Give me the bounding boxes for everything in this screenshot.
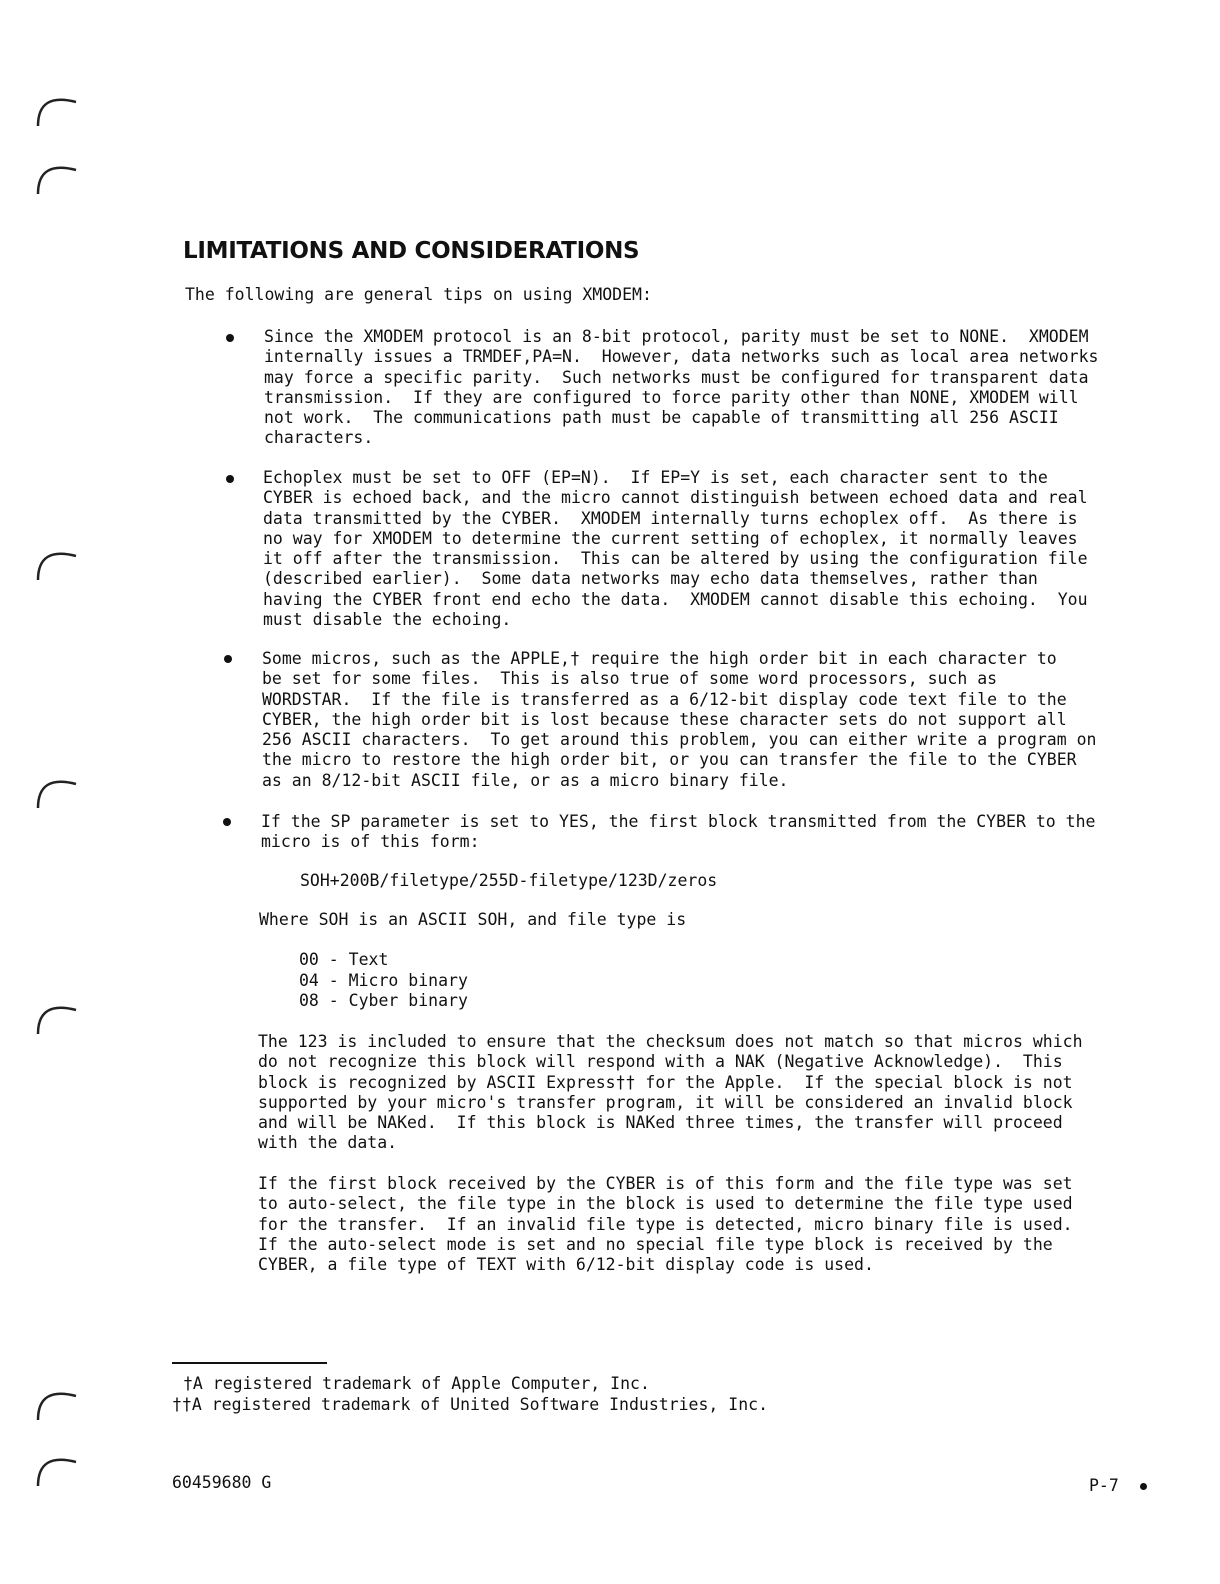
footnote-usi: ††A registered trademark of United Software Industries, Inc. xyxy=(172,1395,769,1414)
where-line: Where SOH is an ASCII SOH, and file type is xyxy=(259,910,687,929)
file-type-text: 00 - Text xyxy=(299,950,389,969)
page-end-dot xyxy=(1140,1483,1147,1490)
file-type-micro-binary: 04 - Micro binary xyxy=(299,971,468,990)
section-heading: LIMITATIONS AND CONSIDERATIONS xyxy=(183,238,640,264)
footnote-apple: †A registered trademark of Apple Computer, Inc. xyxy=(183,1374,650,1393)
bullet-marker xyxy=(226,475,234,483)
block-format-line: SOH+200B/filetype/255D-filetype/123D/zeros xyxy=(300,871,718,890)
punch-hole-mark xyxy=(30,154,78,202)
punch-hole-mark xyxy=(30,994,78,1042)
checksum-paragraph: The 123 is included to ensure that the checksum does not match so that micros which do not recognize this block will respond with a NAK (Negative Acknowledge). This block is recognized by ASCII Express†† for the Apple. If the special block is not supported by your micro's transfer program, it will be considered an invalid block and will be NAKed. If this block is NAKed three times, the transfer will proceed with the data. xyxy=(258,1032,1083,1153)
bullet-echoplex: Echoplex must be set to OFF (EP=N). If EP=Y is set, each character sent to the CYBER is echoed back, and the micro cannot distinguish between echoed data and real data transmitted by the CYBER. XMODEM internally turns echoplex off. As there is no way for XMODEM to determine the current setting of echoplex, it normally leaves it off after the transmission. This can be altered by using the configuration file (described earlier). Some data networks may echo data themselves, rather than having the CYBER front end echo the data. XMODEM cannot disable this echoing. You must disable the echoing. xyxy=(263,468,1088,630)
punch-hole-mark xyxy=(30,1446,78,1494)
punch-hole-mark xyxy=(30,1380,78,1428)
punch-hole-mark xyxy=(30,86,78,134)
footnote-rule xyxy=(172,1362,327,1364)
punch-hole-mark xyxy=(30,768,78,816)
bullet-marker xyxy=(226,334,234,342)
punch-hole-mark xyxy=(30,540,78,588)
file-type-cyber-binary: 08 - Cyber binary xyxy=(299,991,468,1010)
intro-text: The following are general tips on using XMODEM: xyxy=(185,285,652,304)
page-number: P-7 xyxy=(1089,1476,1119,1495)
bullet-parity: Since the XMODEM protocol is an 8-bit protocol, parity must be set to NONE. XMODEM internally issues a TRMDEF,PA=N. However, data networks such as local area networks may force a specific parity. Such networks must be configured for transparent data transmission. If they are configured to force parity other than NONE, XMODEM will not work. The communications path must be capable of transmitting all 256 ASCII characters. xyxy=(264,327,1099,448)
document-number: 60459680 G xyxy=(172,1473,272,1492)
bullet-marker xyxy=(223,818,231,826)
bullet-sp-parameter: If the SP parameter is set to YES, the first block transmitted from the CYBER to the micro is of this form: xyxy=(261,812,1096,852)
bullet-high-order-bit: Some micros, such as the APPLE,† require the high order bit in each character to be set for some files. This is also true of some word processors, such as WORDSTAR. If the file is transferred as a 6/12-bit display code text file to the CYBER, the high order bit is lost because these character sets do not support all 256 ASCII characters. To get around this problem, you can either write a program on the micro to restore the high order bit, or you can transfer the file to the CYBER as an 8/12-bit ASCII file, or as a micro binary file. xyxy=(262,649,1097,790)
auto-select-paragraph: If the first block received by the CYBER is of this form and the file type was set to auto-select, the file type in the block is used to determine the file type used for the transfer. If an invalid file type is detected, micro binary file is used. If the auto-select mode is set and no special file type block is received by the CYBER, a file type of TEXT with 6/12-bit display code is used. xyxy=(258,1174,1073,1275)
bullet-marker xyxy=(224,655,232,663)
